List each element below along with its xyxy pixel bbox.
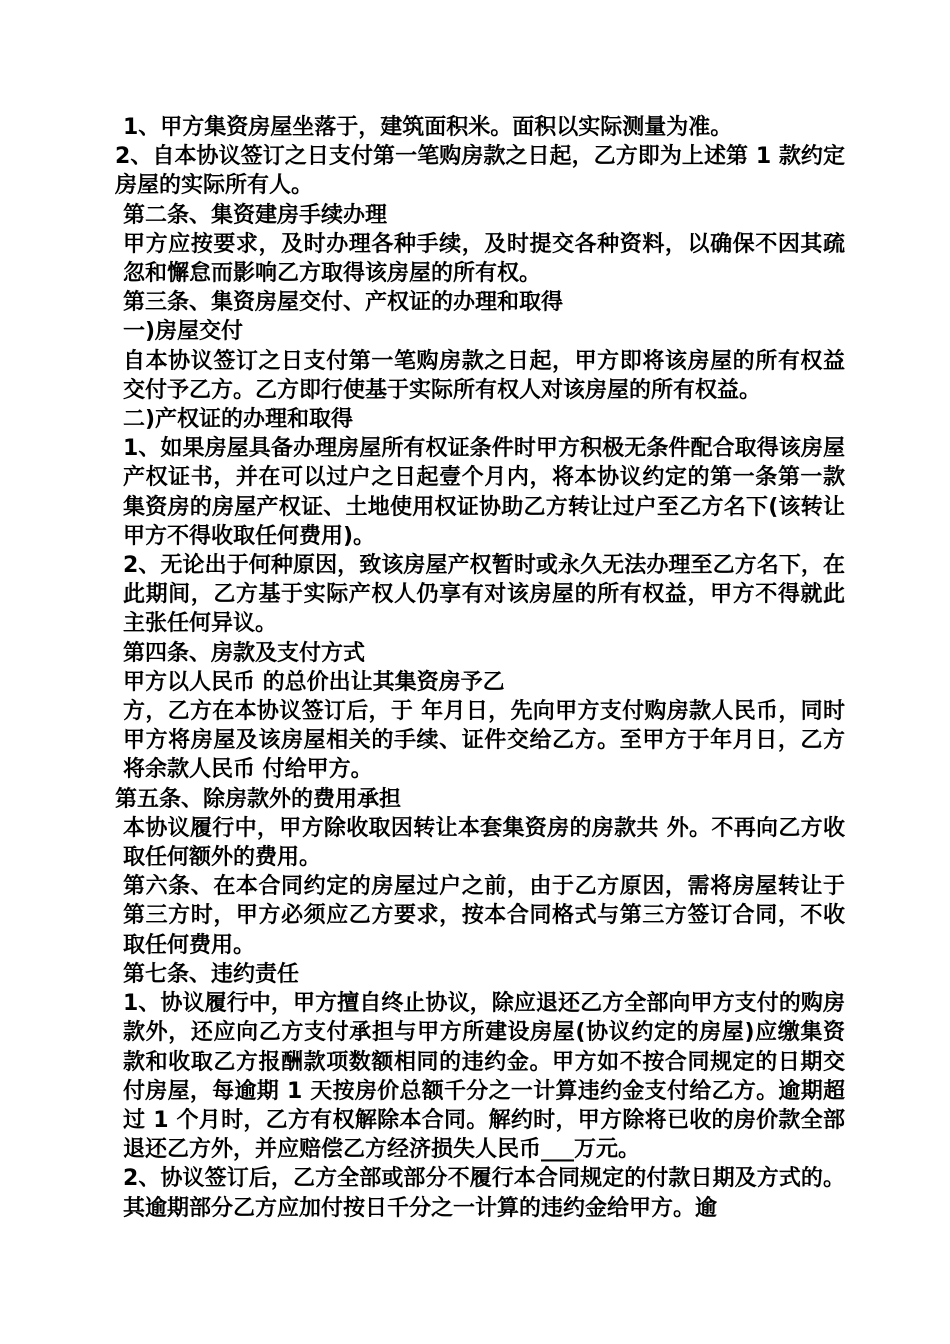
paragraph-certificate-item-2: 2、无论出于何种原因，致该房屋产权暂时或永久无法办理至乙方名下，在此期间，乙方基于实际产权人仍享有对该房屋的所有权益，甲方不得就此主张任何异议。 [123, 553, 845, 637]
paragraph-certificate-item-1: 1、如果房屋具备办理房屋所有权证条件时甲方积极无条件配合取得该房屋产权证书，并在可以过户之日起壹个月内，将本协议约定的第一条第一款集资房的房屋产权证、土地使用权证协助乙方转让过户至乙方名下(该转让甲方不得收取任何费用)。 [123, 436, 845, 549]
paragraph-breach-item-1: 1、协议履行中，甲方擅自终止协议，除应退还乙方全部向甲方支付的购房款外，还应向乙方支付承担与甲方所建设房屋(协议约定的房屋)应缴集资款和收取乙方报酬款项数额相同的违约金。甲方如不按合同规定的日期交付房屋，每逾期 1 天按房价总额千分之一计算违约金支付给乙方。逾期超过 1 个月时，乙方有权解除本合同。解约时，甲方除将已收的房价款全部退还乙方外，并应赔偿乙方经济损失人民币___万元。 [123, 991, 845, 1163]
heading-article-7: 第七条、违约责任 [123, 961, 300, 987]
paragraph-article-6: 第六条、在本合同约定的房屋过户之前，由于乙方原因，需将房屋转让于第三方时，甲方必须应乙方要求，按本合同格式与第三方签订合同，不收取任何费用。 [123, 874, 845, 958]
paragraph-clause-2-ownership: 2、自本协议签订之日支付第一笔购房款之日起，乙方即为上述第 1 款约定房屋的实际所有人。 [115, 144, 845, 199]
heading-article-3: 第三条、集资房屋交付、产权证的办理和取得 [123, 290, 564, 316]
paragraph-clause-1-location: 1、甲方集资房屋坐落于，建筑面积米。面积以实际测量为准。 [123, 115, 733, 140]
paragraph-breach-item-2: 2、协议签订后，乙方全部或部分不履行本合同规定的付款日期及方式的。其逾期部分乙方应加付按日千分之一计算的违约金给甲方。逾 [123, 1166, 845, 1221]
paragraph-house-delivery-body: 自本协议签订之日支付第一笔购房款之日起，甲方即将该房屋的所有权益交付予乙方。乙方即行使基于实际所有权人对该房屋的所有权益。 [123, 348, 845, 403]
paragraph-payment-terms: 方，乙方在本协议签订后，于 年月日，先向甲方支付购房款人民币，同时甲方将房屋及该房屋相关的手续、证件交给乙方。至甲方于年月日，乙方将余款人民币 付给甲方。 [123, 699, 845, 783]
paragraph-price-line: 甲方以人民币 的总价出让其集资房予乙 [123, 669, 505, 695]
paragraph-article-5-body: 本协议履行中，甲方除收取因转让本套集资房的房款共 外。不再向乙方收取任何额外的费用。 [123, 815, 845, 871]
subheading-house-delivery: 一)房屋交付 [123, 319, 244, 345]
heading-article-4: 第四条、房款及支付方式 [123, 640, 366, 666]
paragraph-article-2-body: 甲方应按要求，及时办理各种手续，及时提交各种资料，以确保不因其疏忽和懈怠而影响乙方取得该房屋的所有权。 [123, 231, 845, 287]
heading-article-5: 第五条、除房款外的费用承担 [115, 786, 402, 812]
heading-article-2: 第二条、集资建房手续办理 [123, 202, 388, 228]
document-body [115, 113, 845, 1223]
subheading-property-certificate: 二)产权证的办理和取得 [123, 407, 354, 433]
